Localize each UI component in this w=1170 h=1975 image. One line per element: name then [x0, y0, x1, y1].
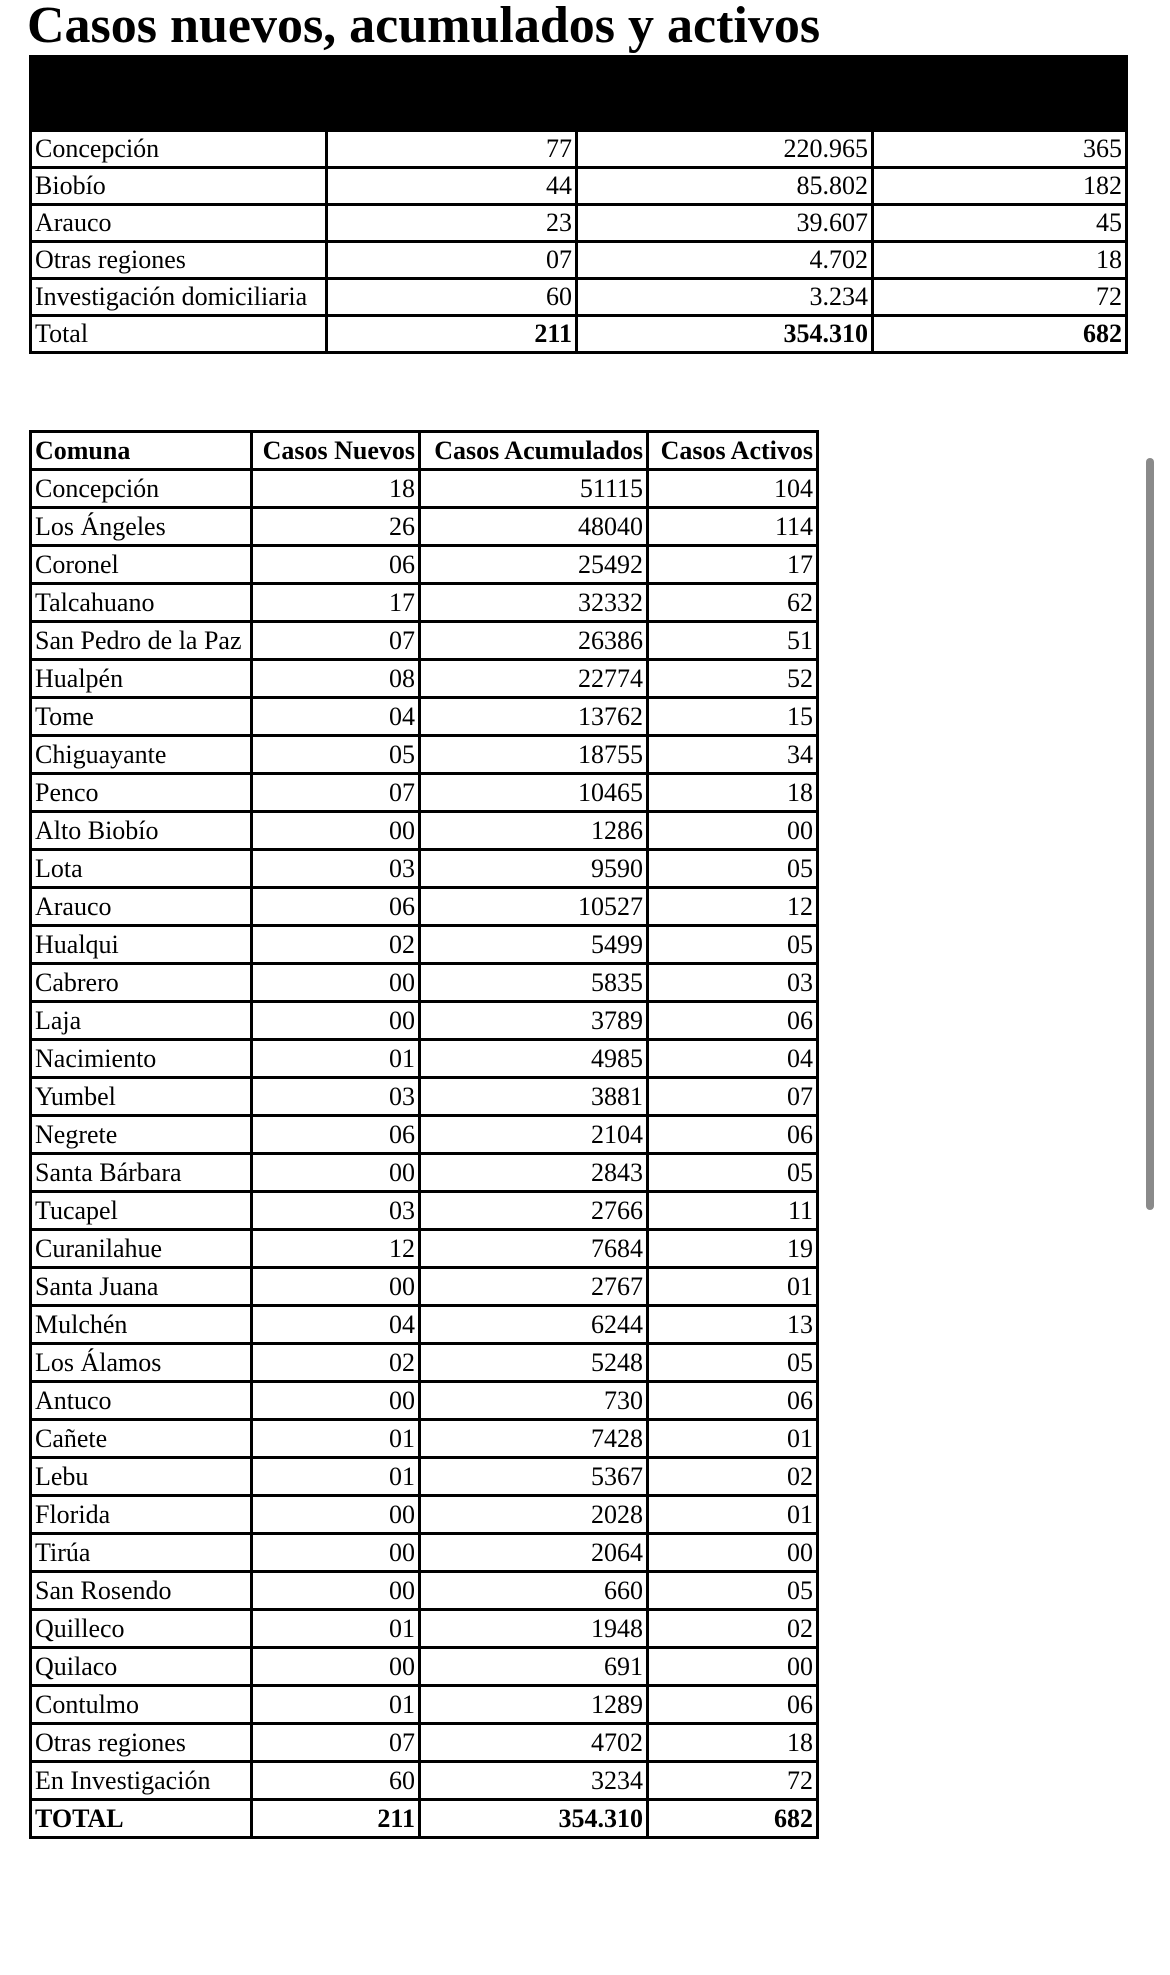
- table-row: [31, 622, 818, 660]
- cell-acumulados: 2028: [420, 1496, 648, 1534]
- total-cell-nuevos: 211: [327, 316, 577, 353]
- cell-acumulados: 220.965: [577, 131, 873, 168]
- cell-name: Arauco: [31, 205, 327, 242]
- table-row: [31, 1268, 818, 1306]
- cell-activos: 01: [648, 1420, 818, 1458]
- cell-acumulados: 2064: [420, 1534, 648, 1572]
- cell-activos: 45: [873, 205, 1127, 242]
- table-row: [31, 1420, 818, 1458]
- cell-acumulados: 4702: [420, 1724, 648, 1762]
- table-row: [31, 1116, 818, 1154]
- cell-acumulados: 9590: [420, 850, 648, 888]
- page-title: Casos nuevos, acumulados y activos: [27, 0, 821, 54]
- cell-activos: 104: [648, 470, 818, 508]
- table-row: [31, 888, 818, 926]
- cell-name: Alto Biobío: [31, 812, 252, 850]
- table-row: [31, 1192, 818, 1230]
- total-cell-activos: 682: [873, 316, 1127, 353]
- cell-nuevos: 01: [252, 1420, 420, 1458]
- cell-nuevos: 01: [252, 1040, 420, 1078]
- cell-activos: 12: [648, 888, 818, 926]
- cell-activos: 72: [648, 1762, 818, 1800]
- table-row: [31, 964, 818, 1002]
- header-casos-activos: Casos Activos: [648, 432, 818, 470]
- cell-activos: 34: [648, 736, 818, 774]
- table-row: [31, 1002, 818, 1040]
- cell-name: Hualqui: [31, 926, 252, 964]
- cell-name: Tucapel: [31, 1192, 252, 1230]
- cell-acumulados: 26386: [420, 622, 648, 660]
- cell-name: En Investigación: [31, 1762, 252, 1800]
- cell-name: Santa Bárbara: [31, 1154, 252, 1192]
- cell-name: Coronel: [31, 546, 252, 584]
- table-row: [31, 1230, 818, 1268]
- cell-name: Quilleco: [31, 1610, 252, 1648]
- cell-acumulados: 1948: [420, 1610, 648, 1648]
- cell-acumulados: 10465: [420, 774, 648, 812]
- cell-acumulados: 2104: [420, 1116, 648, 1154]
- cell-nuevos: 07: [252, 1724, 420, 1762]
- cell-acumulados: 85.802: [577, 168, 873, 205]
- cell-activos: 62: [648, 584, 818, 622]
- cell-name: Lebu: [31, 1458, 252, 1496]
- cell-nuevos: 06: [252, 888, 420, 926]
- table-row: [31, 508, 818, 546]
- table-row: [31, 698, 818, 736]
- cell-nuevos: 00: [252, 1382, 420, 1420]
- cell-name: Contulmo: [31, 1686, 252, 1724]
- scrollbar[interactable]: [1146, 458, 1154, 1210]
- cell-activos: 05: [648, 1572, 818, 1610]
- table-row: [31, 584, 818, 622]
- cell-acumulados: 5835: [420, 964, 648, 1002]
- cell-nuevos: 06: [252, 1116, 420, 1154]
- cell-activos: 15: [648, 698, 818, 736]
- cell-name: Yumbel: [31, 1078, 252, 1116]
- cell-name: Otras regiones: [31, 242, 327, 279]
- cell-nuevos: 06: [252, 546, 420, 584]
- cell-name: Lota: [31, 850, 252, 888]
- cell-name: Florida: [31, 1496, 252, 1534]
- cell-nuevos: 07: [252, 774, 420, 812]
- cell-nuevos: 00: [252, 964, 420, 1002]
- cell-activos: 01: [648, 1268, 818, 1306]
- cell-nuevos: 00: [252, 1572, 420, 1610]
- cell-activos: 13: [648, 1306, 818, 1344]
- cell-nuevos: 02: [252, 1344, 420, 1382]
- table-row: [31, 926, 818, 964]
- cell-name: Curanilahue: [31, 1230, 252, 1268]
- cell-name: Tirúa: [31, 1534, 252, 1572]
- cell-activos: 05: [648, 1344, 818, 1382]
- cell-acumulados: 4.702: [577, 242, 873, 279]
- cell-nuevos: 23: [327, 205, 577, 242]
- cell-nuevos: 07: [327, 242, 577, 279]
- header-casos-nuevos: Casos Nuevos: [252, 432, 420, 470]
- cell-nuevos: 07: [252, 622, 420, 660]
- table-row: [31, 1040, 818, 1078]
- table-row: [31, 850, 818, 888]
- cell-acumulados: 2843: [420, 1154, 648, 1192]
- total-cell-name: Total: [31, 316, 327, 353]
- cell-name: Investigación domiciliaria: [31, 279, 327, 316]
- cell-activos: 00: [648, 812, 818, 850]
- cell-acumulados: 7684: [420, 1230, 648, 1268]
- table-row: [31, 1458, 818, 1496]
- cell-acumulados: 18755: [420, 736, 648, 774]
- cell-acumulados: 660: [420, 1572, 648, 1610]
- cell-acumulados: 5248: [420, 1344, 648, 1382]
- cell-activos: 06: [648, 1002, 818, 1040]
- total-cell-nuevos: 211: [252, 1800, 420, 1838]
- cell-acumulados: 13762: [420, 698, 648, 736]
- table-row: [31, 1496, 818, 1534]
- cell-name: Chiguayante: [31, 736, 252, 774]
- cell-acumulados: 691: [420, 1648, 648, 1686]
- cell-nuevos: 03: [252, 850, 420, 888]
- cell-name: Mulchén: [31, 1306, 252, 1344]
- cell-acumulados: 5499: [420, 926, 648, 964]
- cell-activos: 05: [648, 1154, 818, 1192]
- cell-name: Biobío: [31, 168, 327, 205]
- table-row: [31, 546, 818, 584]
- cell-activos: 72: [873, 279, 1127, 316]
- cell-nuevos: 01: [252, 1686, 420, 1724]
- cell-name: Hualpén: [31, 660, 252, 698]
- summary-table: [29, 55, 1128, 354]
- cell-acumulados: 25492: [420, 546, 648, 584]
- cell-acumulados: 3881: [420, 1078, 648, 1116]
- table-row: [31, 1762, 818, 1800]
- cell-name: Los Ángeles: [31, 508, 252, 546]
- cell-nuevos: 00: [252, 1496, 420, 1534]
- table-row: [31, 131, 1127, 168]
- cell-nuevos: 00: [252, 1534, 420, 1572]
- table-row: [31, 812, 818, 850]
- table-row: [31, 1382, 818, 1420]
- cell-acumulados: 4985: [420, 1040, 648, 1078]
- table-row: [31, 1344, 818, 1382]
- cell-nuevos: 00: [252, 1268, 420, 1306]
- cell-acumulados: 39.607: [577, 205, 873, 242]
- cell-acumulados: 7428: [420, 1420, 648, 1458]
- table-row: [31, 205, 1127, 242]
- cell-acumulados: 730: [420, 1382, 648, 1420]
- cell-name: Nacimiento: [31, 1040, 252, 1078]
- cell-nuevos: 00: [252, 1002, 420, 1040]
- table-row: [31, 279, 1127, 316]
- cell-activos: 365: [873, 131, 1127, 168]
- table-row: [31, 1686, 818, 1724]
- cell-activos: 06: [648, 1686, 818, 1724]
- cell-activos: 03: [648, 964, 818, 1002]
- cell-activos: 114: [648, 508, 818, 546]
- cell-name: Quilaco: [31, 1648, 252, 1686]
- cell-nuevos: 44: [327, 168, 577, 205]
- table-row: [31, 774, 818, 812]
- cell-acumulados: 6244: [420, 1306, 648, 1344]
- cell-activos: 01: [648, 1496, 818, 1534]
- cell-acumulados: 1286: [420, 812, 648, 850]
- cell-name: Laja: [31, 1002, 252, 1040]
- cell-nuevos: 26: [252, 508, 420, 546]
- comunas-table: [29, 430, 819, 1839]
- cell-acumulados: 2766: [420, 1192, 648, 1230]
- cell-nuevos: 00: [252, 812, 420, 850]
- table-row: [31, 242, 1127, 279]
- cell-activos: 06: [648, 1382, 818, 1420]
- cell-activos: 52: [648, 660, 818, 698]
- table-row: [31, 1306, 818, 1344]
- cell-acumulados: 10527: [420, 888, 648, 926]
- table-row: [31, 1572, 818, 1610]
- cell-name: Los Álamos: [31, 1344, 252, 1382]
- table-row: [31, 1154, 818, 1192]
- cell-name: San Pedro de la Paz: [31, 622, 252, 660]
- table-row: [31, 470, 818, 508]
- cell-activos: 00: [648, 1534, 818, 1572]
- header-casos-acumulados: Casos Acumulados: [420, 432, 648, 470]
- cell-acumulados: 2767: [420, 1268, 648, 1306]
- cell-activos: 18: [648, 774, 818, 812]
- cell-acumulados: 1289: [420, 1686, 648, 1724]
- cell-nuevos: 60: [252, 1762, 420, 1800]
- cell-name: Concepción: [31, 470, 252, 508]
- cell-activos: 02: [648, 1610, 818, 1648]
- cell-name: San Rosendo: [31, 1572, 252, 1610]
- cell-nuevos: 00: [252, 1154, 420, 1192]
- cell-activos: 17: [648, 546, 818, 584]
- cell-nuevos: 60: [327, 279, 577, 316]
- cell-activos: 00: [648, 1648, 818, 1686]
- cell-activos: 05: [648, 850, 818, 888]
- cell-nuevos: 01: [252, 1458, 420, 1496]
- cell-acumulados: 48040: [420, 508, 648, 546]
- cell-nuevos: 04: [252, 1306, 420, 1344]
- total-cell-acumulados: 354.310: [420, 1800, 648, 1838]
- table-row: [31, 736, 818, 774]
- cell-name: Otras regiones: [31, 1724, 252, 1762]
- cell-name: Talcahuano: [31, 584, 252, 622]
- cell-nuevos: 03: [252, 1192, 420, 1230]
- table-row: [31, 168, 1127, 205]
- cell-nuevos: 17: [252, 584, 420, 622]
- summary-header-bar: [31, 57, 1127, 131]
- cell-name: Arauco: [31, 888, 252, 926]
- cell-name: Tome: [31, 698, 252, 736]
- cell-nuevos: 05: [252, 736, 420, 774]
- cell-nuevos: 00: [252, 1648, 420, 1686]
- cell-activos: 11: [648, 1192, 818, 1230]
- cell-activos: 04: [648, 1040, 818, 1078]
- total-cell-name: TOTAL: [31, 1800, 252, 1838]
- cell-name: Cabrero: [31, 964, 252, 1002]
- cell-nuevos: 01: [252, 1610, 420, 1648]
- cell-acumulados: 51115: [420, 470, 648, 508]
- cell-acumulados: 3789: [420, 1002, 648, 1040]
- table-row: [31, 1534, 818, 1572]
- cell-nuevos: 18: [252, 470, 420, 508]
- cell-name: Concepción: [31, 131, 327, 168]
- cell-nuevos: 02: [252, 926, 420, 964]
- cell-nuevos: 12: [252, 1230, 420, 1268]
- cell-acumulados: 3.234: [577, 279, 873, 316]
- table-row: [31, 1078, 818, 1116]
- header-comuna: Comuna: [31, 432, 252, 470]
- cell-nuevos: 04: [252, 698, 420, 736]
- cell-nuevos: 77: [327, 131, 577, 168]
- total-cell-activos: 682: [648, 1800, 818, 1838]
- table-row: [31, 1724, 818, 1762]
- cell-nuevos: 03: [252, 1078, 420, 1116]
- table-row: [31, 660, 818, 698]
- cell-acumulados: 22774: [420, 660, 648, 698]
- cell-activos: 182: [873, 168, 1127, 205]
- cell-activos: 51: [648, 622, 818, 660]
- cell-activos: 18: [873, 242, 1127, 279]
- cell-acumulados: 3234: [420, 1762, 648, 1800]
- cell-activos: 07: [648, 1078, 818, 1116]
- cell-acumulados: 5367: [420, 1458, 648, 1496]
- table-row: [31, 1610, 818, 1648]
- cell-name: Negrete: [31, 1116, 252, 1154]
- cell-activos: 06: [648, 1116, 818, 1154]
- total-cell-acumulados: 354.310: [577, 316, 873, 353]
- comunas-header-row: [31, 432, 818, 470]
- cell-activos: 05: [648, 926, 818, 964]
- cell-name: Penco: [31, 774, 252, 812]
- cell-activos: 02: [648, 1458, 818, 1496]
- cell-name: Santa Juana: [31, 1268, 252, 1306]
- cell-activos: 19: [648, 1230, 818, 1268]
- total-row: [31, 1800, 818, 1838]
- total-row: [31, 316, 1127, 353]
- table-row: [31, 1648, 818, 1686]
- cell-name: Cañete: [31, 1420, 252, 1458]
- cell-nuevos: 08: [252, 660, 420, 698]
- cell-name: Antuco: [31, 1382, 252, 1420]
- cell-activos: 18: [648, 1724, 818, 1762]
- cell-acumulados: 32332: [420, 584, 648, 622]
